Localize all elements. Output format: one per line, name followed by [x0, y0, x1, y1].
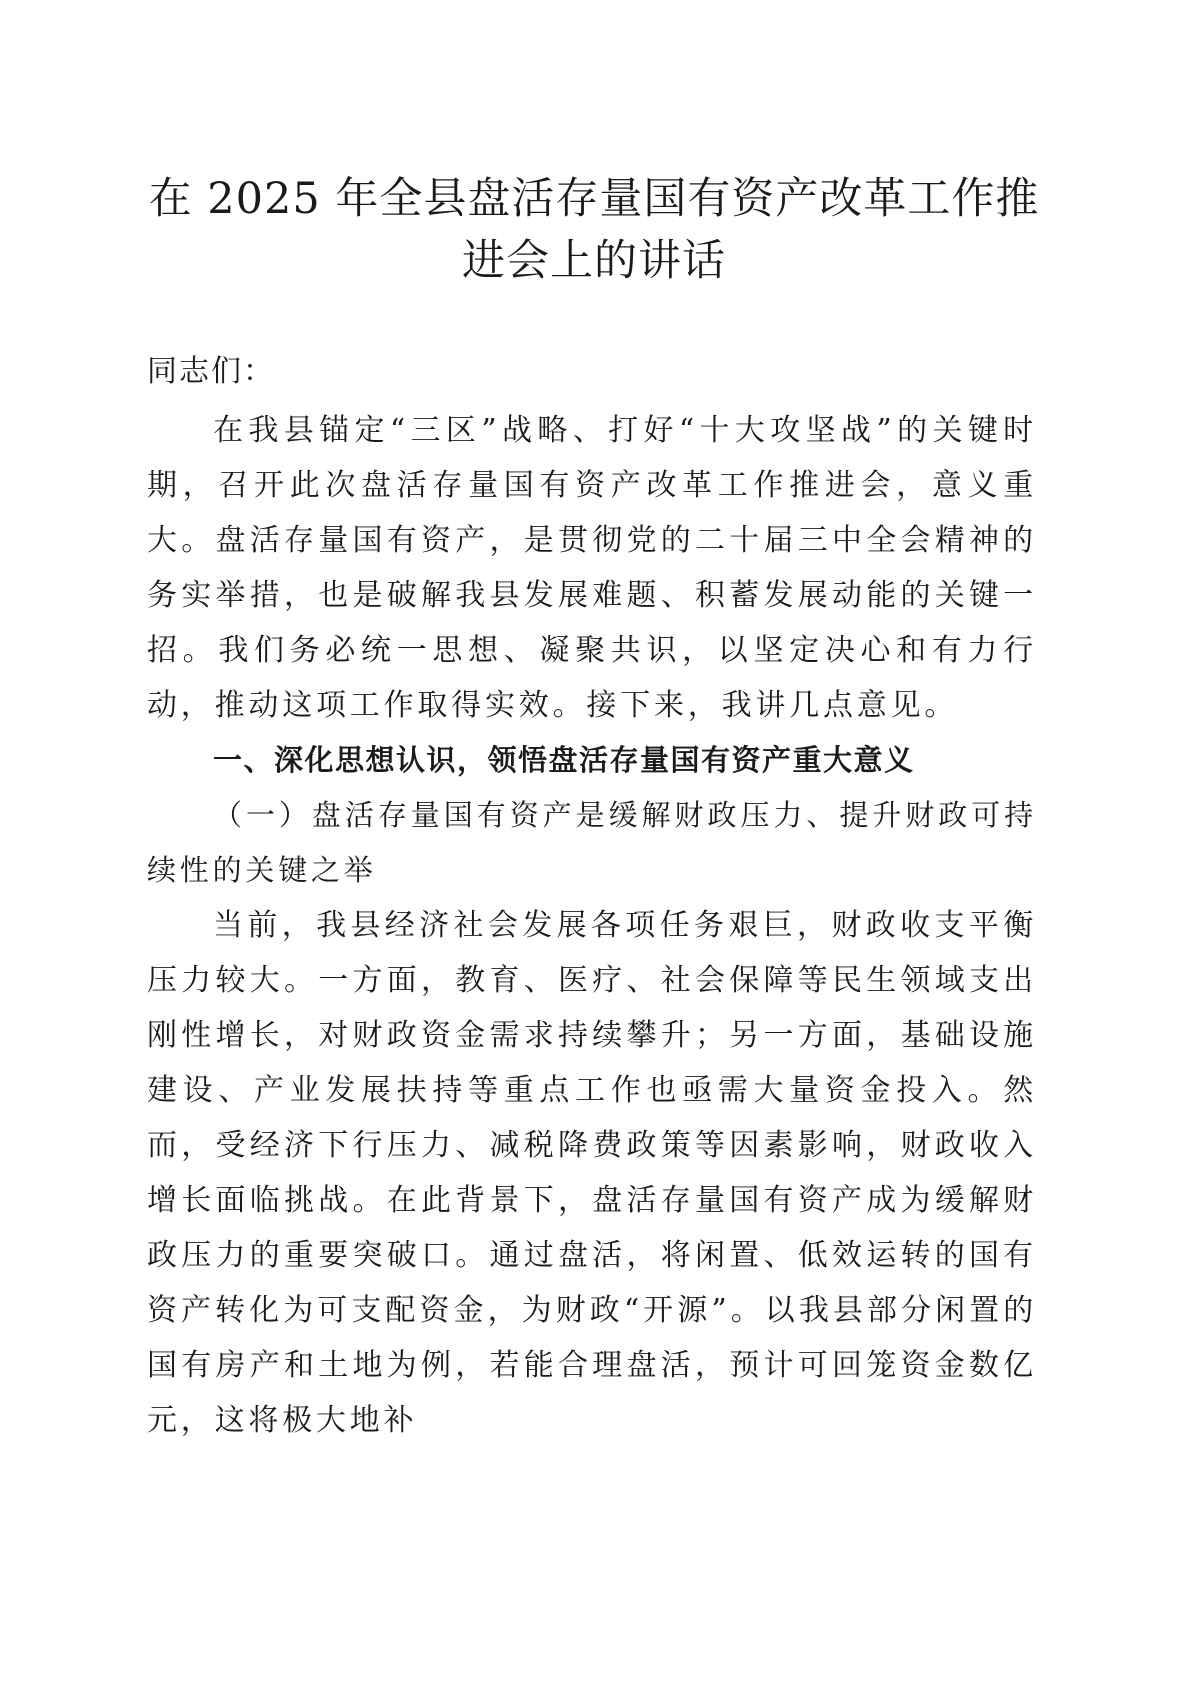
- spacer: [147, 395, 1037, 403]
- document-body: [147, 348, 1037, 1448]
- subsection-heading: （一）盘活存量国有资产是缓解财政压力、提升财政可持续性的关键之举: [147, 798, 1037, 887]
- intro-paragraph: 在我县锚定“三区”战略、打好“十大攻坚战”的关键时期，召开此次盘活存量国有资产改革工作推进会，意义重大。盘活存量国有资产，是贯彻党的二十届三中全会精神的务实举措，也是破解我县发展难题、积蓄发展动能的关键一招。我们务必统一思想、凝聚共识，以坚定决心和有力行动，推动这项工作取得实效。接下来，我讲几点意见。: [147, 413, 1037, 723]
- document-title: 在 2025 年全县盘活存量国有资产改革工作推进会上的讲话: [148, 174, 1040, 286]
- section-heading: 一、深化思想认识，领悟盘活存量国有资产重大意义: [213, 743, 915, 777]
- body-paragraph: 当前，我县经济社会发展各项任务艰巨，财政收支平衡压力较大。一方面，教育、医疗、社会保障等民生领域支出刚性增长，对财政资金需求持续攀升；另一方面，基础设施建设、产业发展扶持等重点工作也亟需大量资金投入。然而，受经济下行压力、减税降费政策等因素影响，财政收入增长面临挑战。在此背景下，盘活存量国有资产成为缓解财政压力的重要突破口。通过盘活，将闲置、低效运转的国有资产转化为可支配资金，为财政“开源”。以我县部分闲置的国有房产和土地为例，若能合理盘活，预计可回笼资金数亿元，这将极大地补: [147, 908, 1037, 1438]
- salutation: 同志们：: [147, 354, 275, 389]
